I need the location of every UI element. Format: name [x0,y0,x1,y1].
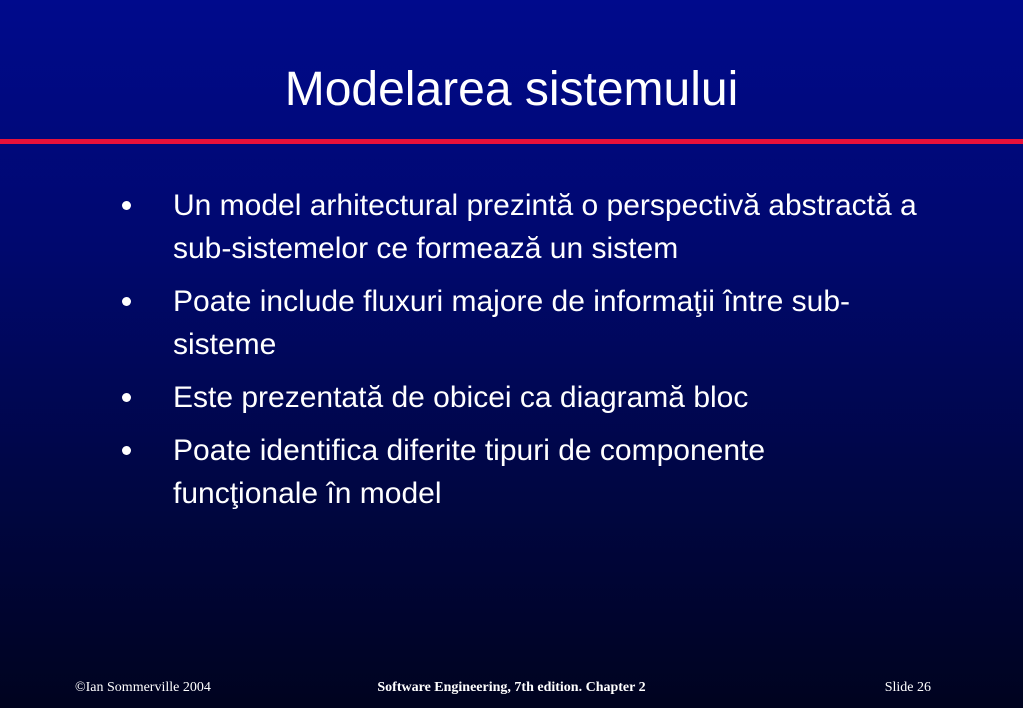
footer [0,680,1023,702]
bullet-item [118,376,918,419]
bullet-text: Poate include fluxuri majore de informaţii între sub-sisteme [173,285,850,361]
bullet-item [118,184,918,270]
footer-slide-number: Slide 26 [884,680,931,695]
bullet-dot-icon [122,446,131,455]
bullet-list [118,184,918,525]
bullet-item [118,280,918,366]
bullet-text: Poate identifica diferite tipuri de componente funcţionale în model [173,434,766,510]
bullet-dot-icon [122,201,131,210]
bullet-dot-icon [122,297,131,306]
footer-book-title: Software Engineering, 7th edition. Chapter 2 [377,680,646,695]
slide-title: Modelarea sistemului [284,63,739,116]
title-divider [0,139,1023,144]
bullet-text: Un model arhitectural prezintă o perspectivă abstractă a sub-sistemelor ce formează un sistem [173,189,917,265]
bullet-item [118,429,918,515]
bullet-text: Este prezentată de obicei ca diagramă bloc [173,381,749,414]
bullet-dot-icon [122,393,131,402]
footer-copyright: ©Ian Sommerville 2004 [75,680,211,695]
